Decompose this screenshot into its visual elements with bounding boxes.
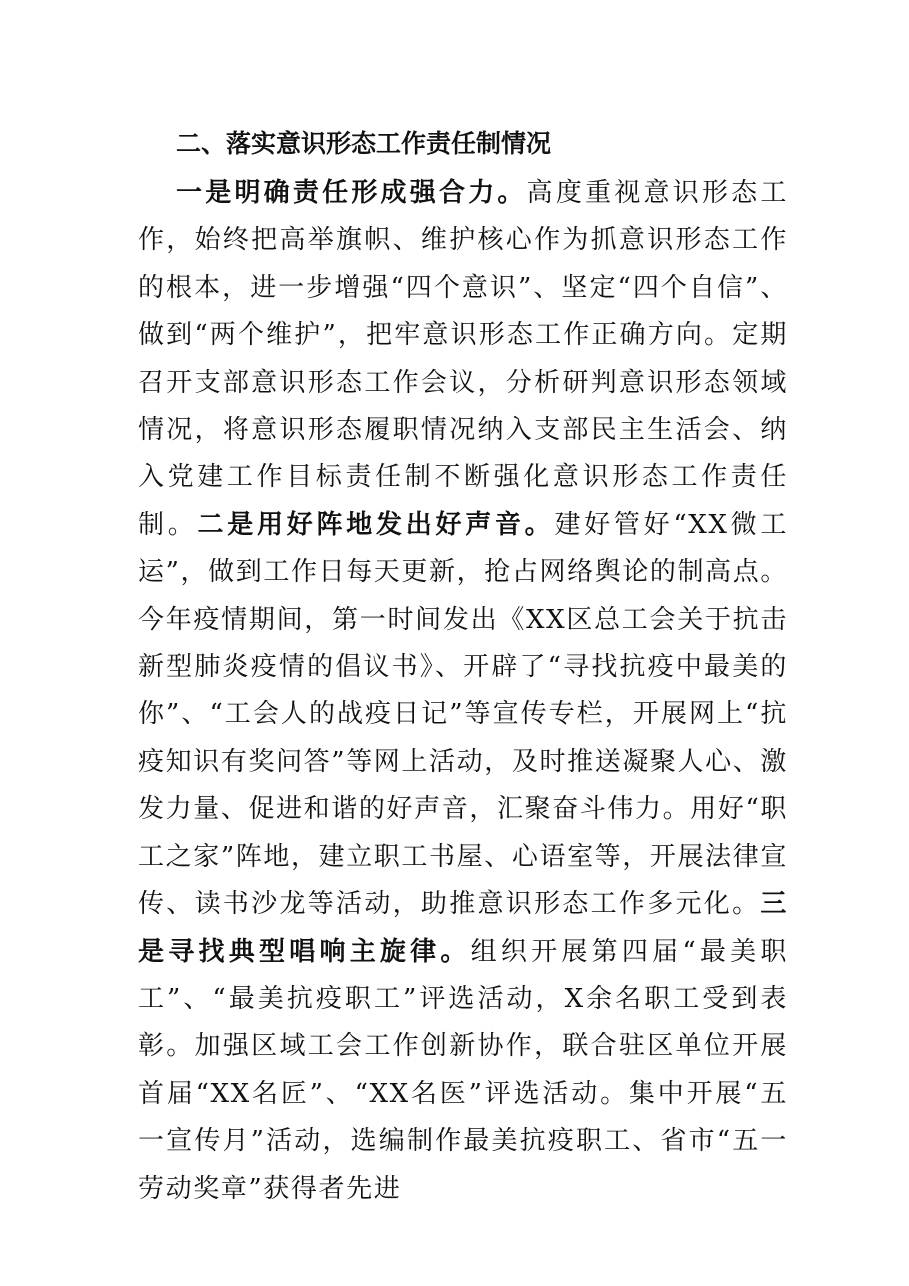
point-one-title: 一是明确责任形成强合力。 [176, 178, 527, 208]
point-three-title: 三是寻找典型唱响主旋律。 [138, 889, 788, 967]
point-two-title: 二是用好阵地发出好声音。 [197, 509, 555, 540]
point-two-body: 建好管好“XX微工运”，做到工作日每天更新，抢占网络舆论的制高点。今年疫情期间，第一时间发出《XX区总工会关于抗击新型肺炎疫情的倡议书》、开辟了“寻找抗疫中最美的你”、“工会人的战疫日记”等宣传专栏，开展网上“抗疫知识有奖问答”等网上活动，及时推送凝聚人心、激发力量、促进和谐的好声音，汇聚奋斗伟力。用好“职工之家”阵地，建立职工书屋、心语室等，开展法律宣传、读书沙龙等活动，助推意识形态工作多元化。 [138, 509, 789, 920]
body-paragraph [138, 170, 788, 1213]
section-heading: 二、落实意识形态工作责任制情况 [176, 129, 552, 158]
point-three-body: 组织开展第四届“最美职工”、“最美抗疫职工”评选活动，X余名职工受到表彰。加强区域工会工作创新协作，联合驻区单位开展首届“XX名匠”、“XX名医”评选活动。集中开展“五一宣传月”活动，选编制作最美抗疫职工、省市“五一劳动奖章”获得者先进 [138, 936, 789, 1204]
point-one-body: 高度重视意识形态工作，始终把高举旗帜、维护核心作为抓意识形态工作的根本，进一步增强“四个意识”、坚定“四个自信”、做到“两个维护”，把牢意识形态工作正确方向。定期召开支部意识形态工作会议，分析研判意识形态领域情况，将意识形态履职情况纳入支部民主生活会、纳入党建工作目标责任制不断强化意识形态工作责任制。 [138, 178, 788, 540]
